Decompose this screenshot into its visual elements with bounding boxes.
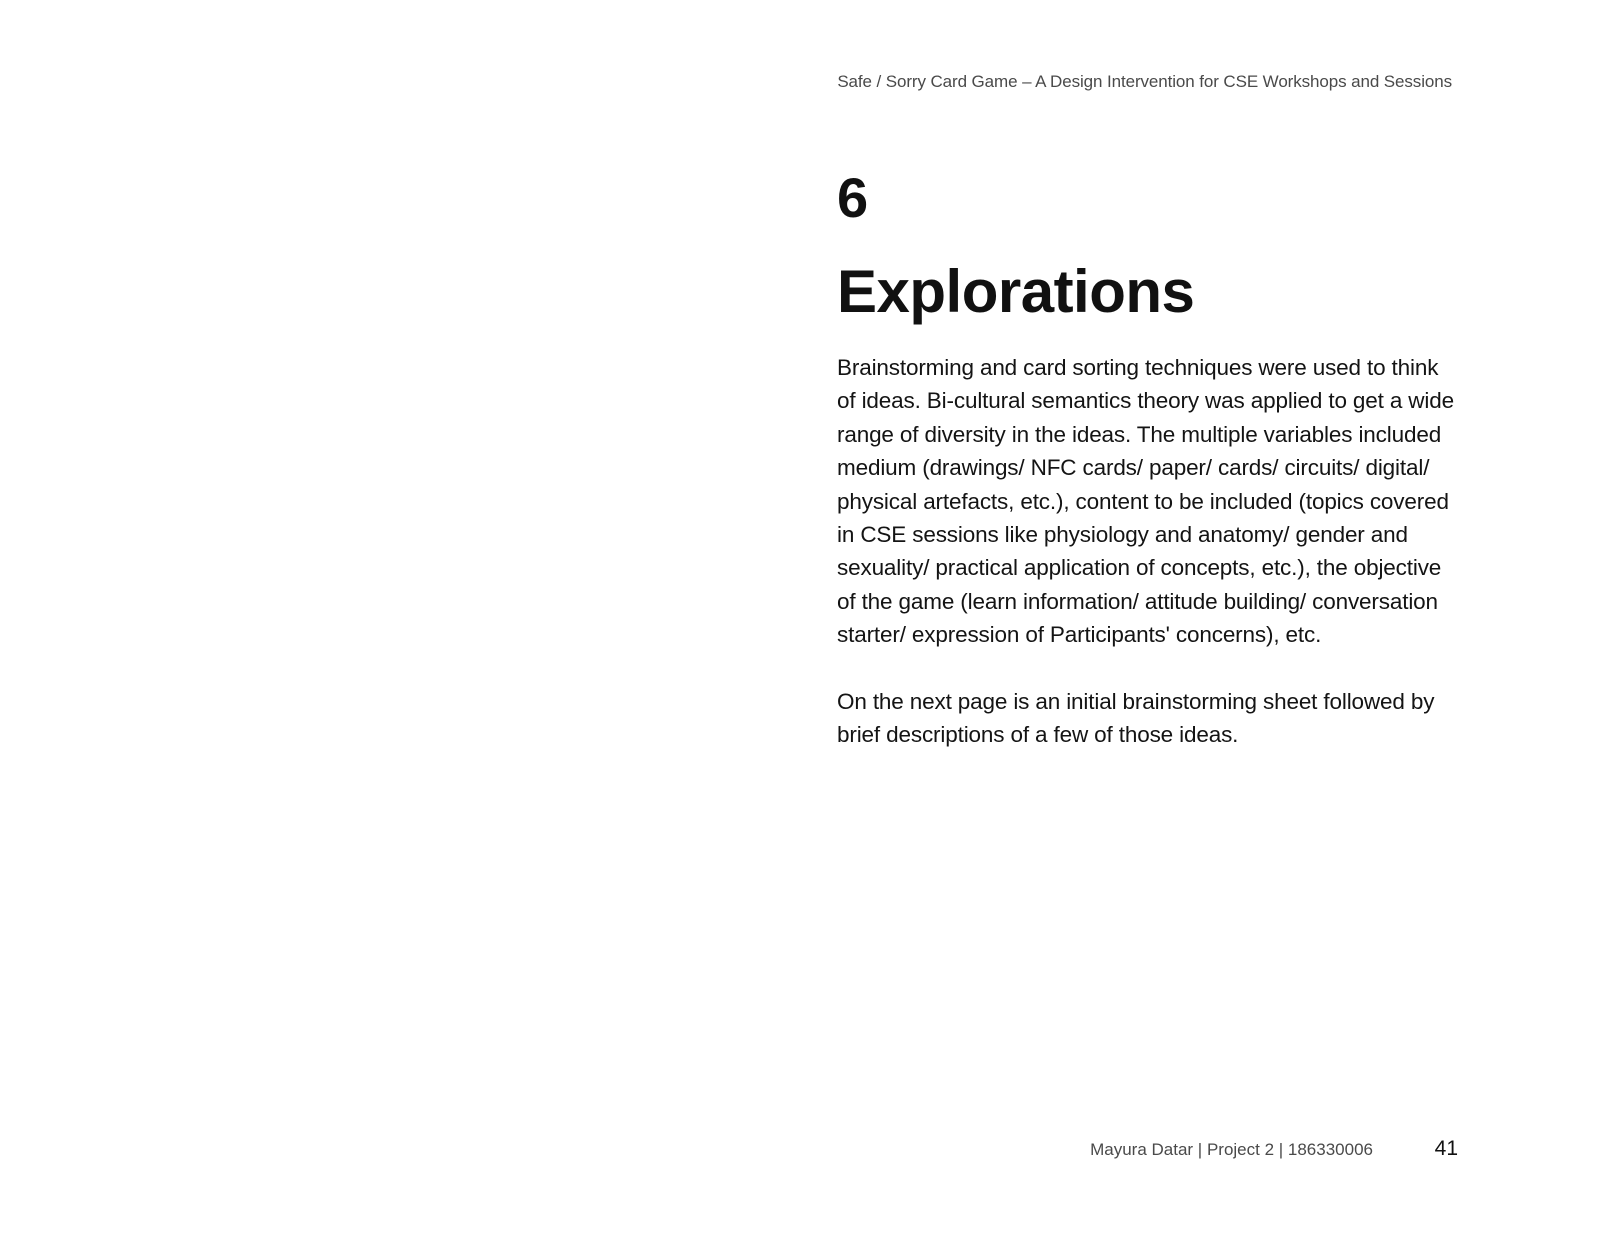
body-paragraph: Brainstorming and card sorting techniques were used to think of ideas. Bi-cultural semantics theory was applied to get a wide range of diversity in the ideas. The multiple variables included medium (drawings/ NFC cards/ paper/ cards/ circuits/ digital/ physical artefacts, etc.), content to be included (topics covered in CSE sessions like physiology and anatomy/ gender and sexuality/ practical application of concepts, etc.), the objective of the game (learn information/ attitude building/ conversation starter/ expression of Participants' concerns), etc.: [837, 355, 1454, 648]
chapter-number: 6: [837, 166, 869, 229]
running-header: Safe / Sorry Card Game – A Design Intervention for CSE Workshops and Sessions: [837, 72, 1452, 91]
body-text: [837, 351, 1459, 785]
chapter-title: Explorations: [837, 258, 1195, 325]
page-number: 41: [1434, 1137, 1458, 1160]
body-paragraph: On the next page is an initial brainstorming sheet followed by brief descriptions of a few of those ideas.: [837, 689, 1435, 748]
footer-credit: Mayura Datar | Project 2 | 186330006: [1090, 1140, 1373, 1159]
